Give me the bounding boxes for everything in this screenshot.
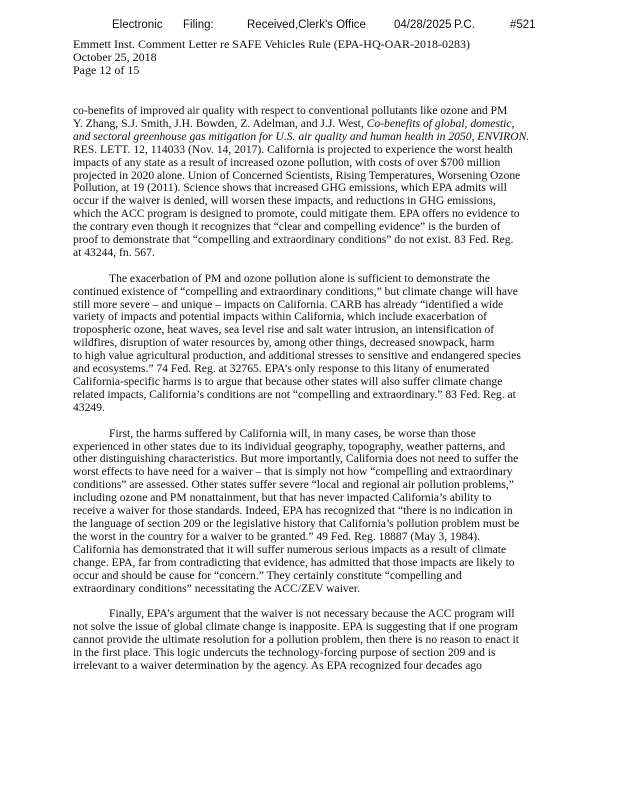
stamp-received: Received,Clerk's Office	[247, 19, 366, 31]
text-line: receive a waiver for those standards. Indeed, EPA has recognized that “there is no indication in	[73, 505, 513, 518]
paragraph-exacerbation	[73, 273, 571, 415]
text-line: in the first place. This logic undercuts the technology-forcing purpose of section 209 and is	[73, 647, 496, 660]
text-line: Pollution, at 19 (2011). Science shows that increased GHG emissions, which EPA admits will	[73, 182, 507, 195]
text-line: and sectoral greenhouse gas mitigation for U.S. air quality and human health in 2050, ENVIRON.	[73, 130, 530, 143]
text-line: related impacts, California’s conditions are not “compelling and extraordinary.” 83 Fed. Reg. at	[73, 388, 516, 401]
text-line: First, the harms suffered by California will, in many cases, be worse than those	[109, 427, 476, 440]
letter-body	[73, 105, 571, 673]
text-line: the language of section 209 or the legislative history that California’s pollution problem must be	[73, 517, 520, 530]
text-line: California has demonstrated that it will suffer numerous serious impacts as a result of climate	[73, 543, 507, 556]
citation-title: Co-benefits of global, domestic,	[366, 117, 515, 130]
stamp-filing: Filing:	[183, 19, 214, 31]
header-letter-title: Emmett Inst. Comment Letter re SAFE Vehicles Rule (EPA-HQ-OAR-2018-0283)	[73, 37, 470, 51]
text-line: still more severe – and unique – impacts on California. CARB has already “identified a wide	[73, 298, 504, 311]
header-page-number: Page 12 of 15	[73, 63, 140, 77]
text-line: RES. LETT. 12, 114033 (Nov. 14, 2017). California is projected to experience the worst health	[73, 143, 513, 156]
text-line: cannot provide the ultimate resolution for a pollution problem, then there is no reason to enact it	[73, 634, 519, 647]
stamp-electronic: Electronic	[112, 19, 163, 31]
text-line: conditions” are assessed. Other states suffer severe “local and regional air pollution problems,”	[73, 479, 514, 492]
text-line: variety of impacts and potential impacts within California, which include exacerbation of	[73, 311, 488, 324]
text-line: and ecosystems.” 74 Fed. Reg. at 32765. EPA’s only response to this litany of enumerated	[73, 363, 490, 376]
text-line: wildfires, disruption of water resources by, among other things, decreased snowpack, harm	[73, 337, 495, 350]
stamp-date: 04/28/2025	[394, 19, 452, 31]
text-line: occur and should be cause for “concern.” They certainly constitute “compelling and	[73, 569, 462, 582]
text-line: occur if the waiver is denied, will worsen these impacts, and reductions in GHG emissions,	[73, 195, 496, 208]
stamp-number: #521	[510, 19, 536, 31]
text-line: extraordinary conditions” necessitating the ACC/ZEV waiver.	[73, 582, 360, 595]
text-line: worst effects to have need for a waiver – that is simply not how “compelling and extraordinary	[73, 466, 513, 479]
text-line: continued existence of “compelling and extraordinary conditions,” but climate change will have	[73, 285, 518, 298]
text-line: 43249.	[73, 401, 105, 414]
text-line: the worst in the country for a waiver to be granted.” 49 Fed. Reg. 18887 (May 3, 1984).	[73, 530, 480, 543]
text-line: impacts of any state as a result of increased ozone pollution, with costs of over $700 million	[73, 156, 501, 169]
paragraph-cobenefits	[73, 105, 571, 260]
text-line: experienced in other states due to its individual geography, topography, weather patterns, and	[73, 440, 506, 453]
text-line: co-benefits of improved air quality with respect to conventional pollutants like ozone and PM	[73, 105, 508, 117]
stamp-pc: P.C.	[454, 19, 475, 31]
text-line: other distinguishing characteristics. But more importantly, California does not need to suffer the	[73, 453, 519, 466]
text-line: tropospheric ozone, heat waves, sea level rise and salt water intrusion, an intensification of	[73, 324, 495, 337]
text-line: The exacerbation of PM and ozone pollution alone is sufficient to demonstrate the	[109, 272, 490, 285]
page-header	[73, 38, 470, 77]
text-line: including ozone and PM nonattainment, but that has never impacted California’s ability to	[73, 492, 492, 505]
citation-authors: Y. Zhang, S.J. Smith, J.H. Bowden, Z. Adelman, and J.J. West,	[73, 117, 367, 130]
text-line: at 43244, fn. 567.	[73, 246, 155, 259]
text-line: Finally, EPA’s argument that the waiver is not necessary because the ACC program will	[109, 608, 515, 621]
text-line: the contrary even though it recognizes that “clear and compelling evidence” is the burden of	[73, 221, 501, 234]
text-line: irrelevant to a waiver determination by the agency. As EPA recognized four decades ago	[73, 659, 482, 672]
paragraph-finally	[73, 608, 571, 673]
paragraph-first-harms	[73, 428, 571, 596]
text-line: California-specific harms is to argue that because other states will also suffer climate change	[73, 376, 503, 389]
text-line: not solve the issue of global climate change is inapposite. EPA is suggesting that if one program	[73, 621, 518, 634]
text-line: projected in 2020 alone. Union of Concerned Scientists, Rising Temperatures, Worsening Ozone	[73, 169, 521, 182]
text-line	[73, 118, 571, 131]
text-line: to high value agricultural production, and additional stresses to sensitive and endangered species	[73, 350, 521, 363]
text-line: proof to demonstrate that “compelling and extraordinary conditions” do not exist. 83 Fed. Reg.	[73, 234, 514, 247]
header-date: October 25, 2018	[73, 50, 157, 64]
text-line: which the ACC program is designed to promote, could mitigate them. EPA offers no evidence to	[73, 208, 520, 221]
text-line: change. EPA, far from contradicting that evidence, has admitted that those impacts are likely to	[73, 556, 515, 569]
